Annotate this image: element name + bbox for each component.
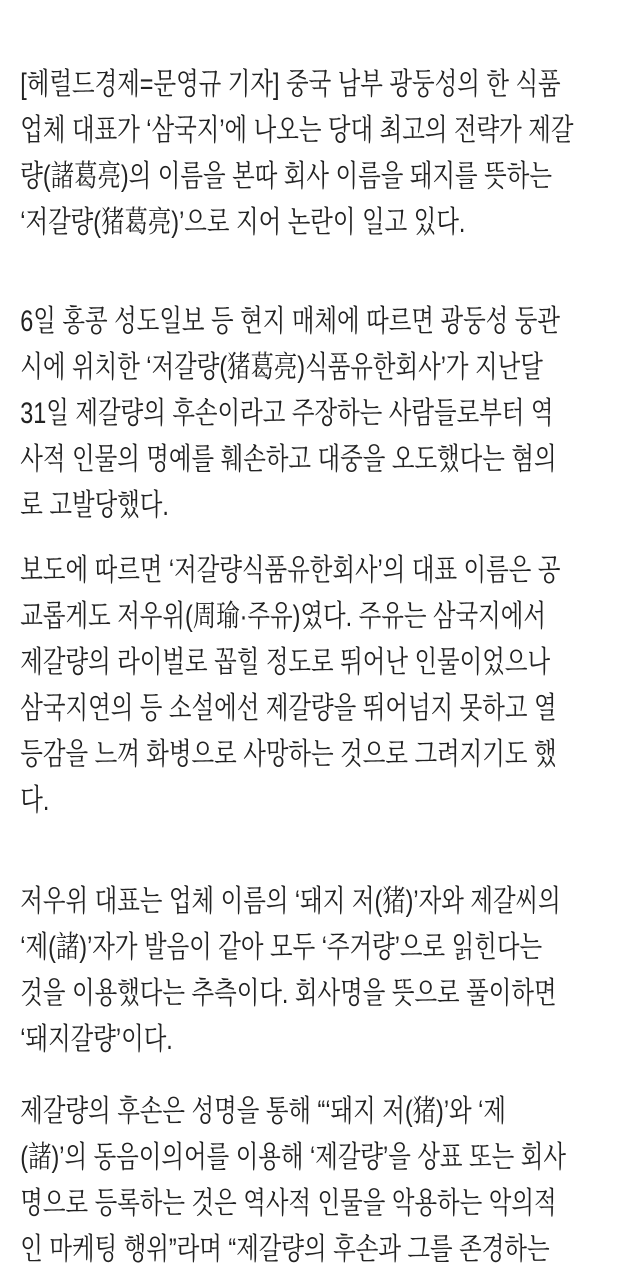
article-line: 삼국지연의 등 소설에선 제갈량을 뛰어넘지 못하고 열 [20,692,557,725]
article-line: 제갈량의 라이벌로 꼽힐 정도로 뛰어난 인물이었으나 [20,646,551,679]
article-line: 제갈량의 후손은 성명을 통해 “‘돼지 저(猪)’와 ‘제 [20,1095,506,1128]
paragraph-accusation [20,299,616,529]
article-line: 것을 이용했다는 추측이다. 회사명을 뜻으로 풀이하면 [20,977,557,1010]
article-line: 량(諸葛亮)의 이름을 본따 회사 이름을 돼지를 뜻하는 [20,160,552,193]
paragraph-wordplay [20,879,616,1063]
article-line: ‘제(諸)’자가 발음이 같아 모두 ‘주거량’으로 읽힌다는 [20,931,543,964]
article-line: 교롭게도 저우위(周瑜·주유)였다. 주유는 삼국지에서 [20,600,546,633]
paragraph-lead [20,62,616,246]
article-line: 명으로 등록하는 것은 역사적 인물을 악용하는 악의적 [20,1187,557,1220]
paragraph-descendants-statement [20,1089,616,1273]
article-line: [헤럴드경제=문영규 기자] 중국 남부 광둥성의 한 식품 [20,68,561,101]
article-line: 등감을 느껴 화병으로 사망하는 것으로 그려지기도 했 [20,738,557,771]
article-line: ‘저갈량(猪葛亮)’으로 지어 논란이 일고 있다. [20,206,466,239]
article-line: 31일 제갈량의 후손이라고 주장하는 사람들로부터 역 [20,397,554,430]
article-line: 저우위 대표는 업체 이름의 ‘돼지 저(猪)’자와 제갈씨의 [20,885,561,918]
article-line: 보도에 따르면 ‘저갈량식품유한회사’의 대표 이름은 공 [20,554,561,587]
article-line: 6일 홍콩 성도일보 등 현지 매체에 따르면 광둥성 둥관 [20,305,561,338]
article-line: 다. [20,784,50,817]
paragraph-ceo-name [20,548,616,824]
article-line: (諸)’의 동음이의어를 이용해 ‘제갈량’을 상표 또는 회사 [20,1141,566,1174]
article-line: 사적 인물의 명예를 훼손하고 대중을 오도했다는 혐의 [20,443,557,476]
article-line: 시에 위치한 ‘저갈량(猪葛亮)식품유한회사’가 지난달 [20,351,543,384]
article-line: 업체 대표가 ‘삼국지’에 나오는 당대 최고의 전략가 제갈 [20,114,574,147]
article-line: 인 마케팅 행위”라며 “제갈량의 후손과 그를 존경하는 [20,1233,550,1266]
article-line: 로 고발당했다. [20,489,169,522]
article-line: ‘돼지갈량’이다. [20,1023,173,1056]
